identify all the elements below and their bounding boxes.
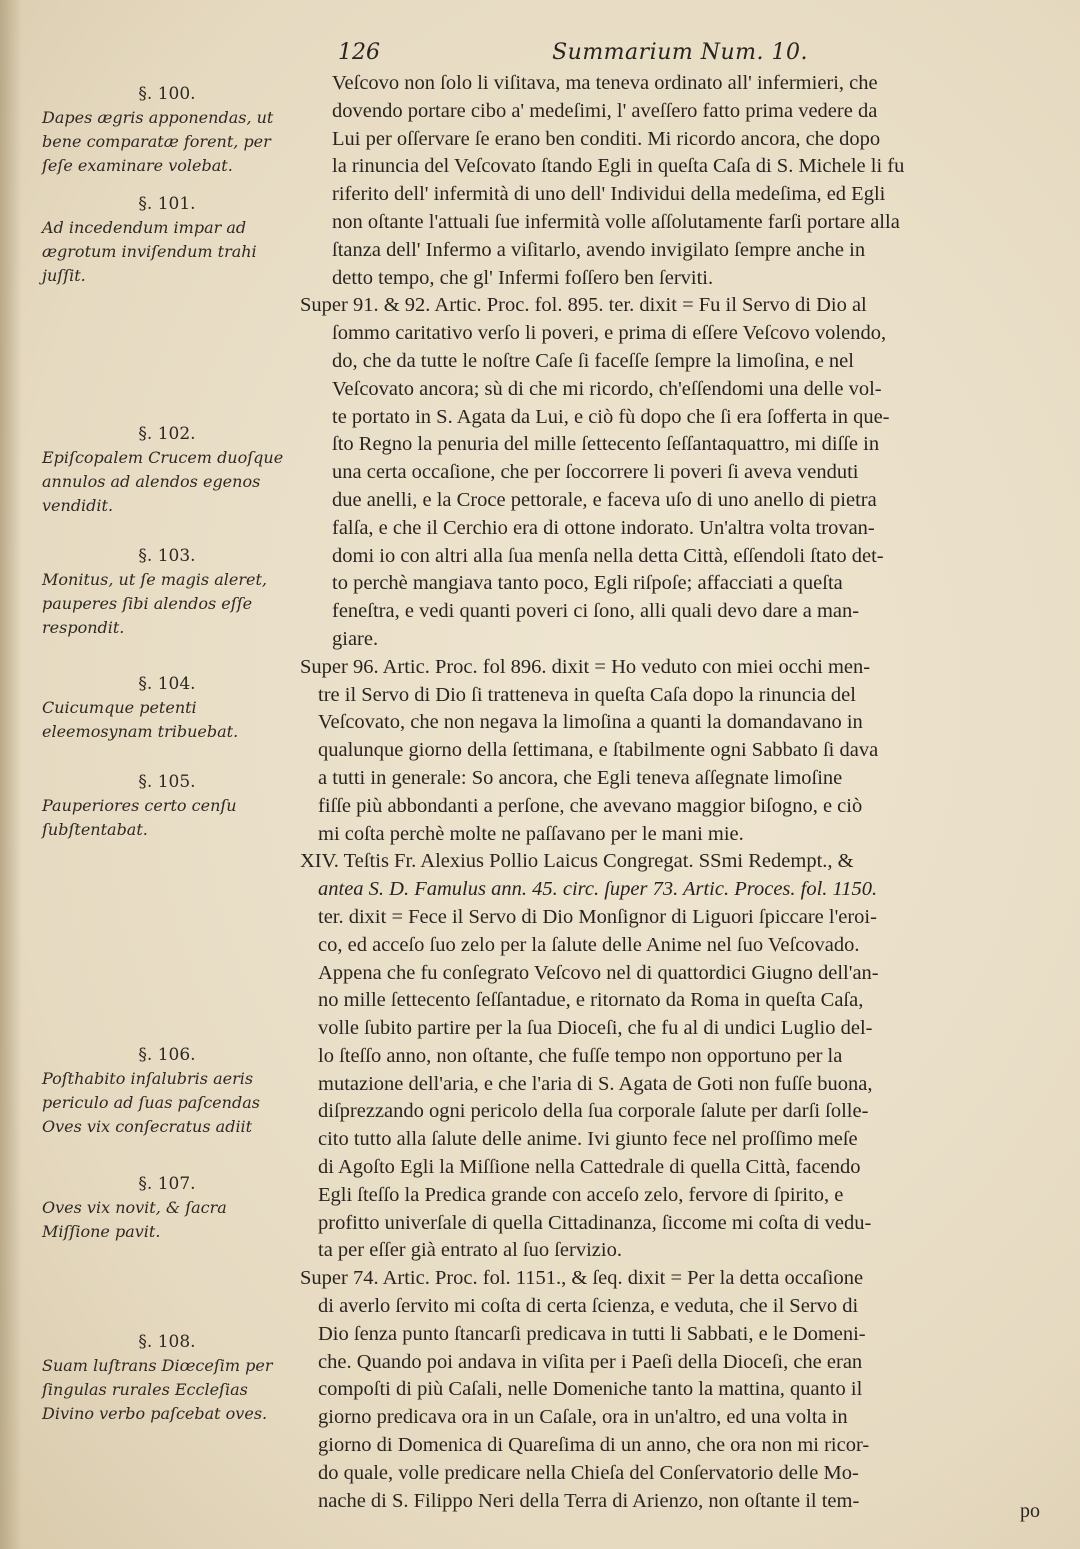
text-line: la rinuncia del Veſcovato ſtando Egli in queſta Caſa di S. Michele li fu — [332, 155, 905, 178]
text-line: riferito dell' infermità di uno dell' Individui della medeſima, ed Egli — [332, 183, 886, 206]
text-line: Veſcovato, che non negava la limoſina a quanti la domandavano in — [318, 711, 863, 734]
text-line: giorno di Domenica di Quareſima di un anno, che ora non mi ricor- — [318, 1434, 870, 1457]
text-line: feneſtra, e vedi quanti poveri ci ſono, alli quali devo dare a man- — [332, 600, 860, 623]
text-line: falſa, e che il Cerchio era di ottone indorato. Un'altra volta trovan- — [332, 516, 875, 539]
margin-note-107 — [42, 1172, 292, 1244]
running-title: Summarium Num. 10. — [552, 40, 808, 65]
text-line: nache di S. Filippo Neri della Terra di Arienzo, non oſtante il tem- — [318, 1489, 860, 1512]
page-header — [338, 40, 808, 70]
margin-note-section: §. 100. — [138, 84, 196, 104]
text-line: giorno predicava ora in un Caſale, ora in un'altro, ed una volta in — [318, 1406, 848, 1429]
text-line: di Agoſto Egli la Miſſione nella Cattedrale di quella Città, facendo — [318, 1156, 861, 1179]
text-line: mutazione dell'aria, e che l'aria di S. Agata de Goti non fuſſe buona, — [318, 1072, 873, 1095]
text-line: co, ed acceſo ſuo zelo per la ſalute delle Anime nel ſuo Veſcovado. — [318, 933, 860, 956]
text-line: do quale, volle predicare nella Chieſa del Conſervatorio delle Mo- — [318, 1461, 859, 1484]
text-line: to perchè mangiava tanto poco, Egli riſpoſe; affacciati a queſta — [332, 572, 843, 595]
text-line: a tutti in generale: So ancora, che Egli teneva aſſegnate limoſine — [318, 766, 843, 789]
text-line: due anelli, e la Croce pettorale, e faceva uſo di uno anello di pietra — [332, 488, 877, 511]
text-line: una certa occaſione, che per ſoccorrere li poveri ſi aveva venduti — [332, 461, 859, 484]
text-line: Super 91. & 92. Artic. Proc. fol. 895. ter. dixit = Fu il Servo di Dio al — [300, 294, 867, 317]
margin-note-text: Monitus, ut ſe magis aleret, pauperes ſibi alendos eſſe respondit. — [42, 570, 267, 637]
text-line: fiſſe più abbondanti a perſone, che avevano maggior biſogno, e ciò — [318, 794, 863, 817]
margin-note-100 — [42, 82, 292, 178]
text-line: tre il Servo di Dio ſi tratteneva in queſta Caſa dopo la rinuncia del — [318, 683, 856, 706]
margin-note-section: §. 107. — [138, 1174, 196, 1194]
text-line: mi coſta perchè molte ne paſſavano per le mani mie. — [318, 822, 744, 845]
text-line: diſprezzando ogni pericolo della ſua corporale ſalute per darſi ſolle- — [318, 1100, 869, 1123]
margin-note-text: Cuicumque petenti eleemosynam tribuebat. — [42, 698, 239, 741]
text-line: no mille ſettecento ſeſſantadue, e ritornato da Roma in queſta Caſa, — [318, 989, 864, 1012]
margin-note-102 — [42, 422, 292, 518]
margin-note-text: Oves vix novit, & ſacra Miſſione pavit. — [42, 1198, 227, 1241]
text-line: do, che da tutte le noſtre Caſe ſi faceſſe ſempre la limoſina, e nel — [332, 349, 854, 372]
text-line: XIV. Teſtis Fr. Alexius Pollio Laicus Congregat. SSmi Redempt., & — [300, 850, 854, 873]
text-line: dovendo portare cibo a' medeſimi, l' aveſſero fatto prima vedere da — [332, 99, 878, 122]
text-line: ter. dixit = Fece il Servo di Dio Monſignor di Liguori ſpiccare l'eroi- — [318, 905, 877, 928]
page-number: 126 — [338, 40, 380, 65]
catchword: po — [1020, 1500, 1040, 1522]
margin-note-section: §. 104. — [138, 674, 196, 694]
margin-note-text: Ad incedendum impar ad ægrotum inviſendum trahi juſſit. — [42, 218, 257, 285]
text-line: di averlo ſervito mi coſta di certa ſcienza, e veduta, che il Servo di — [318, 1295, 859, 1318]
text-line: antea S. D. Famulus ann. 45. circ. ſuper 73. Artic. Proces. fol. 1150. — [318, 878, 878, 901]
text-line: che. Quando poi andava in viſita per i Paeſi della Dioceſi, che eran — [318, 1350, 863, 1373]
margin-note-text: Suam luſtrans Diœceſim per ſingulas rurales Eccleſias Divino verbo paſcebat oves. — [42, 1356, 273, 1423]
text-line: Veſcovo non ſolo li viſitava, ma teneva ordinato all' infermieri, che — [332, 72, 878, 94]
margin-note-section: §. 108. — [138, 1332, 196, 1352]
margin-note-text: Poſthabito inſalubris aeris periculo ad ſuas paſcendas Oves vix conſecratus adiit — [42, 1069, 260, 1136]
margin-note-text: Pauperiores certo cenſu ſubſtentabat. — [42, 796, 237, 839]
margin-note-103 — [42, 544, 292, 640]
margin-note-section: §. 106. — [138, 1045, 196, 1065]
text-line: Egli ſteſſo la Predica grande con acceſo zelo, fervore di ſpirito, e — [318, 1183, 844, 1206]
text-line: Veſcovato ancora; sù di che mi ricordo, ch'eſſendomi una delle vol- — [332, 377, 882, 400]
text-line: ſommo caritativo verſo li poveri, e prima di eſſere Veſcovo volendo, — [332, 322, 887, 345]
text-line: Super 74. Artic. Proc. fol. 1151., & ſeq. dixit = Per la detta occaſione — [300, 1267, 864, 1290]
text-line: ſtanza dell' Infermo a viſitarlo, avendo invigilato ſempre anche in — [332, 238, 866, 261]
text-line: qualunque giorno della ſettimana, e ſtabilmente ogni Sabbato ſi dava — [318, 739, 879, 762]
text-line: compoſti di più Caſali, nelle Domeniche tanto la mattina, quanto il — [318, 1378, 863, 1401]
margin-note-section: §. 105. — [138, 772, 196, 792]
margin-note-section: §. 101. — [138, 194, 196, 214]
margin-note-text: Dapes ægris apponendas, ut bene comparatæ forent, per ſeſe examinare volebat. — [42, 108, 274, 175]
text-line: domi io con altri alla ſua menſa nella detta Città, eſſendoli ſtato det- — [332, 544, 884, 567]
margin-note-105 — [42, 770, 292, 842]
gutter-shadow — [0, 0, 22, 1549]
margin-note-108 — [42, 1330, 292, 1426]
text-line: giare. — [332, 627, 379, 650]
text-line: lo ſteſſo anno, non oſtante, che fuſſe tempo non opportuno per la — [318, 1044, 843, 1067]
margin-note-106 — [42, 1043, 292, 1139]
text-line: Lui per oſſervare ſe erano ben conditi. Mi ricordo ancora, che dopo — [332, 127, 881, 150]
body-text — [300, 70, 1050, 1515]
margin-note-text: Epiſcopalem Crucem duoſque annulos ad alendos egenos vendidit. — [42, 448, 284, 515]
margin-note-section: §. 103. — [138, 546, 196, 566]
margin-note-104 — [42, 672, 292, 744]
text-line: te portato in S. Agata da Lui, e ciò fù dopo che ſi era ſofferta in que- — [332, 405, 890, 428]
text-line: profitto univerſale di quella Cittadinanza, ſiccome mi coſta di vedu- — [318, 1211, 872, 1234]
text-line: volle ſubito partire per la ſua Dioceſi, che fu al di undici Luglio del- — [318, 1017, 873, 1040]
text-line: ta per eſſer già entrato al ſuo ſervizio. — [318, 1239, 622, 1262]
text-line: Dio ſenza punto ſtancarſi predicava in tutti li Sabbati, e le Domeni- — [318, 1322, 866, 1345]
margin-note-section: §. 102. — [138, 424, 196, 444]
text-line: cito tutto alla ſalute delle anime. Ivi giunto fece nel proſſimo meſe — [318, 1128, 858, 1151]
text-line: Super 96. Artic. Proc. fol 896. dixit = Ho veduto con miei occhi men- — [300, 655, 871, 678]
text-line: ſto Regno la penuria del mille ſettecento ſeſſantaquattro, mi diſſe in — [332, 433, 880, 456]
text-line: non oſtante l'attuali ſue infermità volle aſſolutamente farſi portare alla — [332, 210, 900, 233]
text-line: Appena che fu conſegrato Veſcovo nel di quattordici Giugno dell'an- — [318, 961, 879, 984]
margin-note-101 — [42, 192, 292, 288]
text-line: detto tempo, che gl' Infermi foſſero ben ſerviti. — [332, 266, 714, 289]
